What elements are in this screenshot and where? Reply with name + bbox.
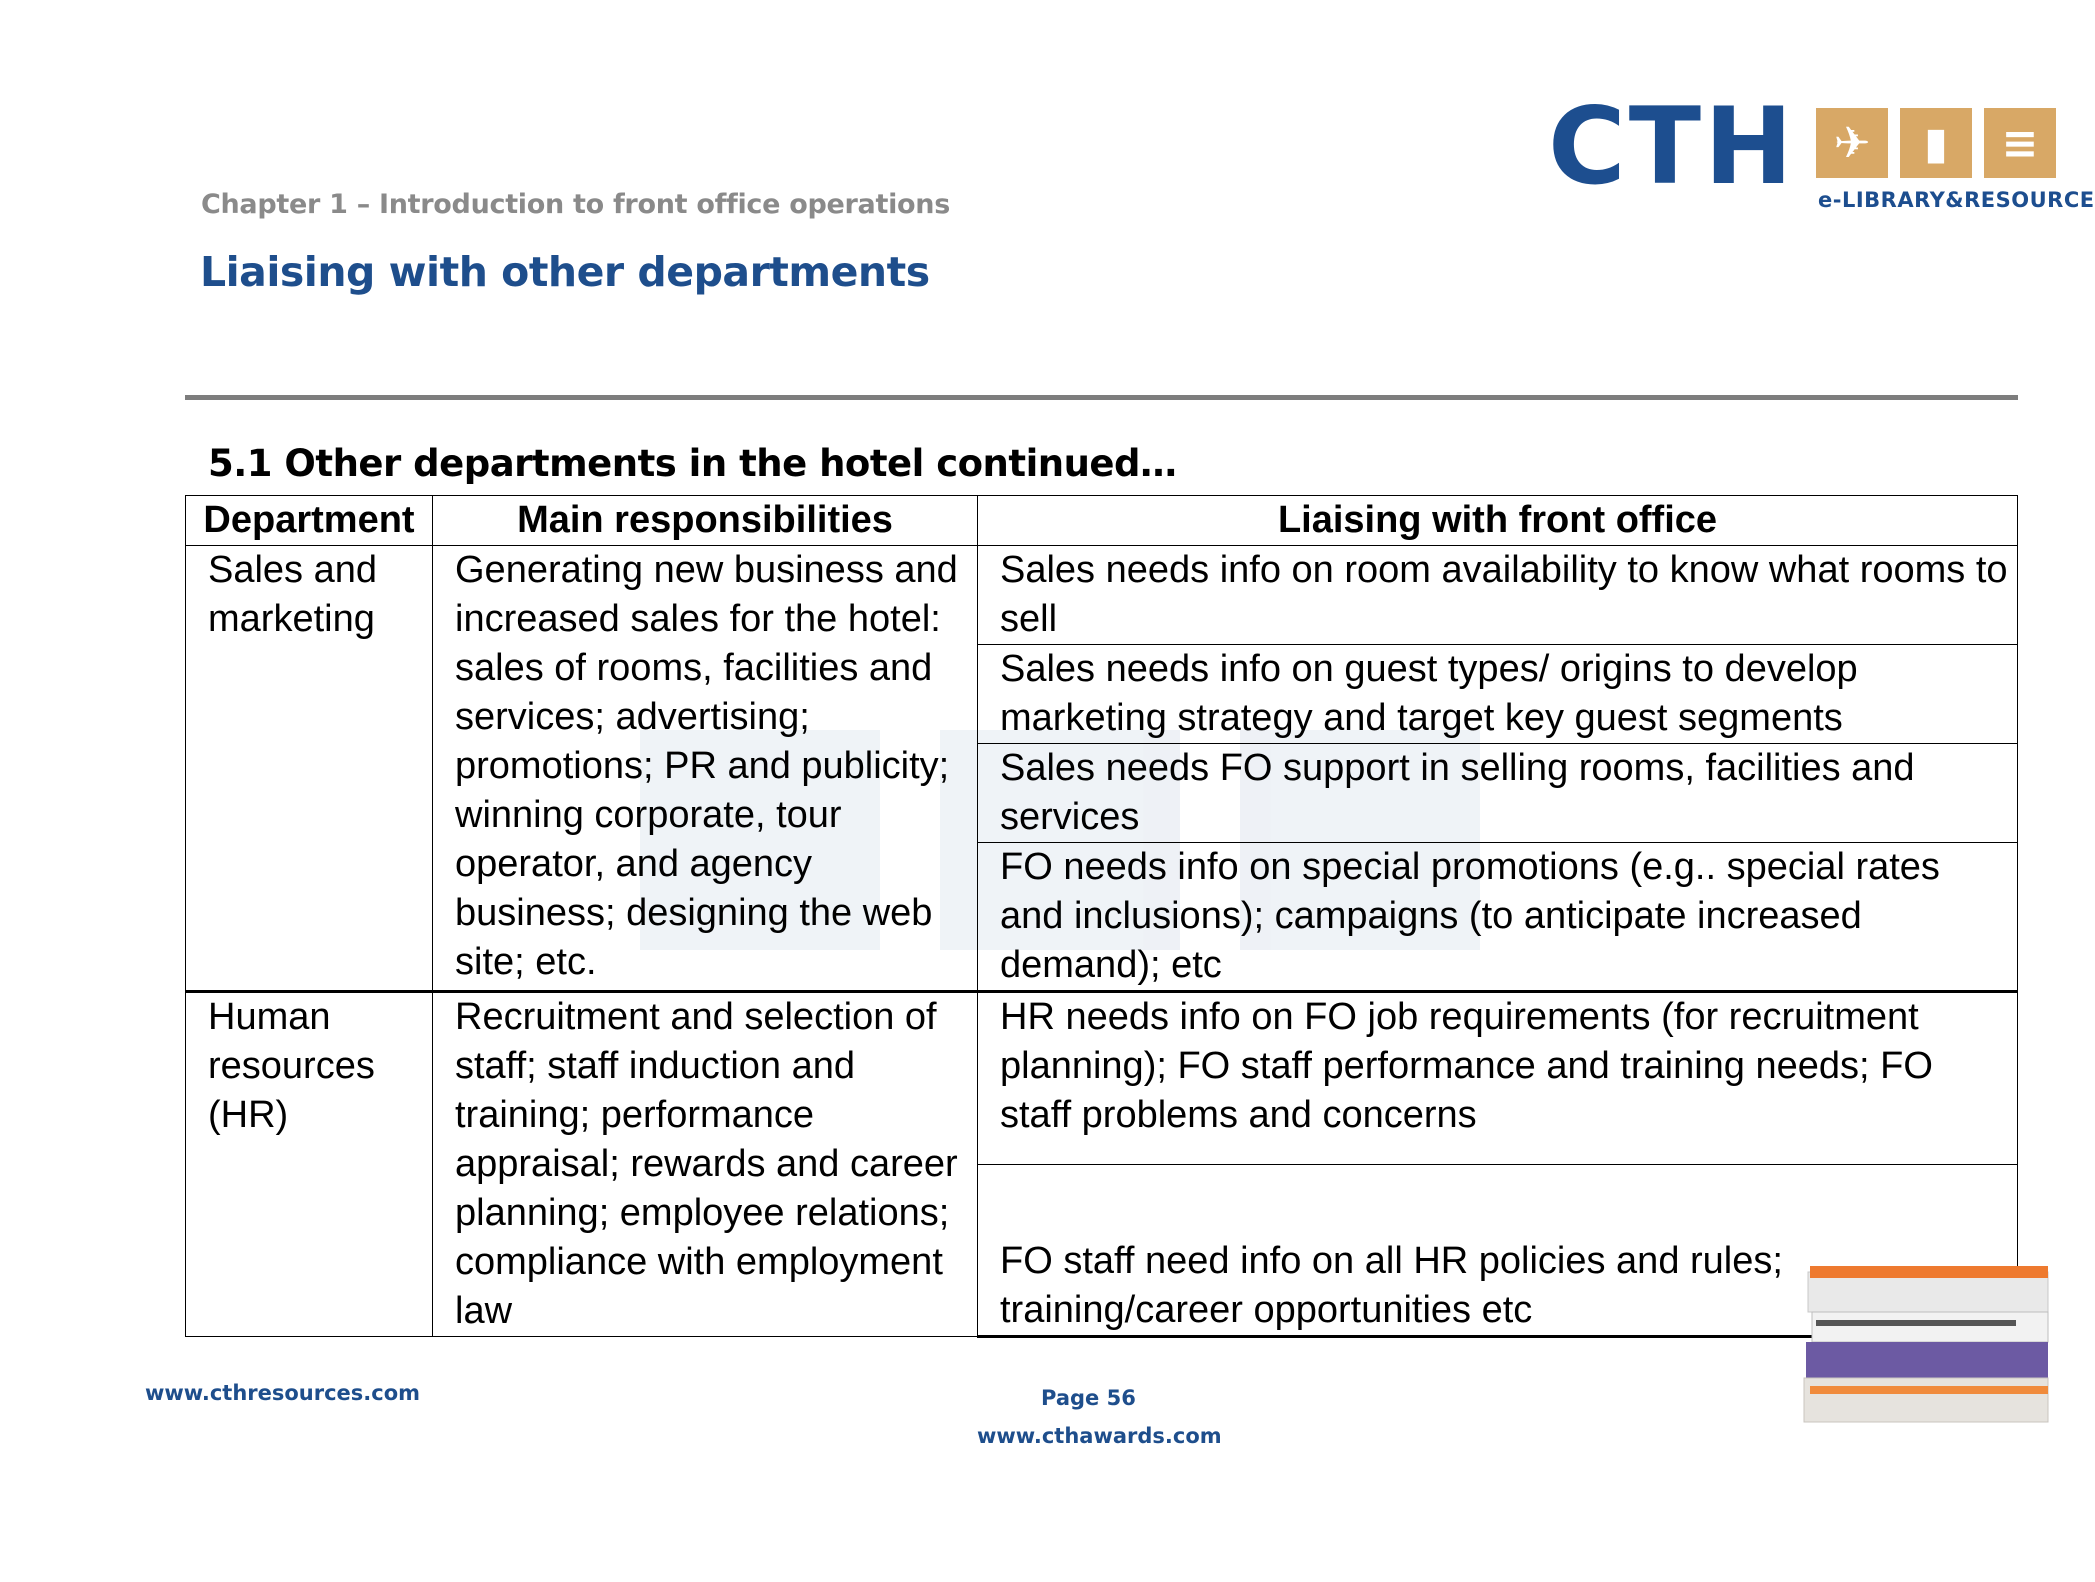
airplane-icon: ✈ [1816, 108, 1888, 178]
table-header-row [186, 496, 2018, 546]
liaising-cell: Sales needs FO support in selling rooms, facilities and services [978, 744, 2018, 843]
page-title: Liaising with other departments [200, 248, 930, 296]
liaising-cell: Sales needs info on guest types/ origins to develop marketing strategy and target key guest segments [978, 645, 2018, 744]
responsibilities-cell: Recruitment and selection of staff; staff induction and training; performance appraisal; rewards and career planning; employee relations; compliance with employment law [433, 992, 978, 1337]
barcode-icon: ≡ [1984, 108, 2056, 178]
logo-tiles [1816, 108, 2056, 178]
department-cell: Human resources (HR) [186, 992, 433, 1337]
table-row [186, 546, 2018, 645]
column-header-department: Department [186, 496, 433, 546]
logo-subtitle: e-LIBRARY&RESOURCE [1818, 188, 2095, 212]
footer-awards-link[interactable]: www.cthawards.com [977, 1424, 1222, 1448]
liaising-cell: HR needs info on FO job requirements (for recruitment planning); FO staff performance and training needs; FO staff problems and concerns [978, 992, 2018, 1165]
column-header-liaising: Liaising with front office [978, 496, 2018, 546]
department-cell: Sales and marketing [186, 546, 433, 992]
table-row [186, 992, 2018, 1165]
page-number [1041, 1386, 1136, 1410]
section-heading: 5.1 Other departments in the hotel continued… [208, 442, 1177, 485]
cth-logo [1548, 85, 2095, 220]
page-number-value: 56 [1106, 1386, 1136, 1410]
logo-text: CTH [1548, 85, 1796, 208]
liaising-cell: Sales needs info on room availability to know what rooms to sell [978, 546, 2018, 645]
column-header-responsibilities: Main responsibilities [433, 496, 978, 546]
footer-website-link[interactable]: www.cthresources.com [145, 1381, 421, 1405]
departments-table [185, 495, 2018, 1338]
liaising-cell: FO needs info on special promotions (e.g.. special rates and inclusions); campaigns (to anticipate increased demand); etc [978, 843, 2018, 992]
chapter-heading: Chapter 1 – Introduction to front office operations [201, 189, 950, 220]
responsibilities-cell: Generating new business and increased sales for the hotel: sales of rooms, facilities and services; advertising; promotions; PR and publicity; winning corporate, tour operator, and agency business; designing the web site; etc. [433, 546, 978, 992]
liaising-cell: FO staff need info on all HR policies and rules; training/career opportunities etc [978, 1164, 2018, 1337]
page-label: Page [1041, 1386, 1100, 1410]
books-icon [1800, 1262, 2048, 1434]
building-icon: ▮ [1900, 108, 1972, 178]
header-divider [185, 395, 2018, 400]
